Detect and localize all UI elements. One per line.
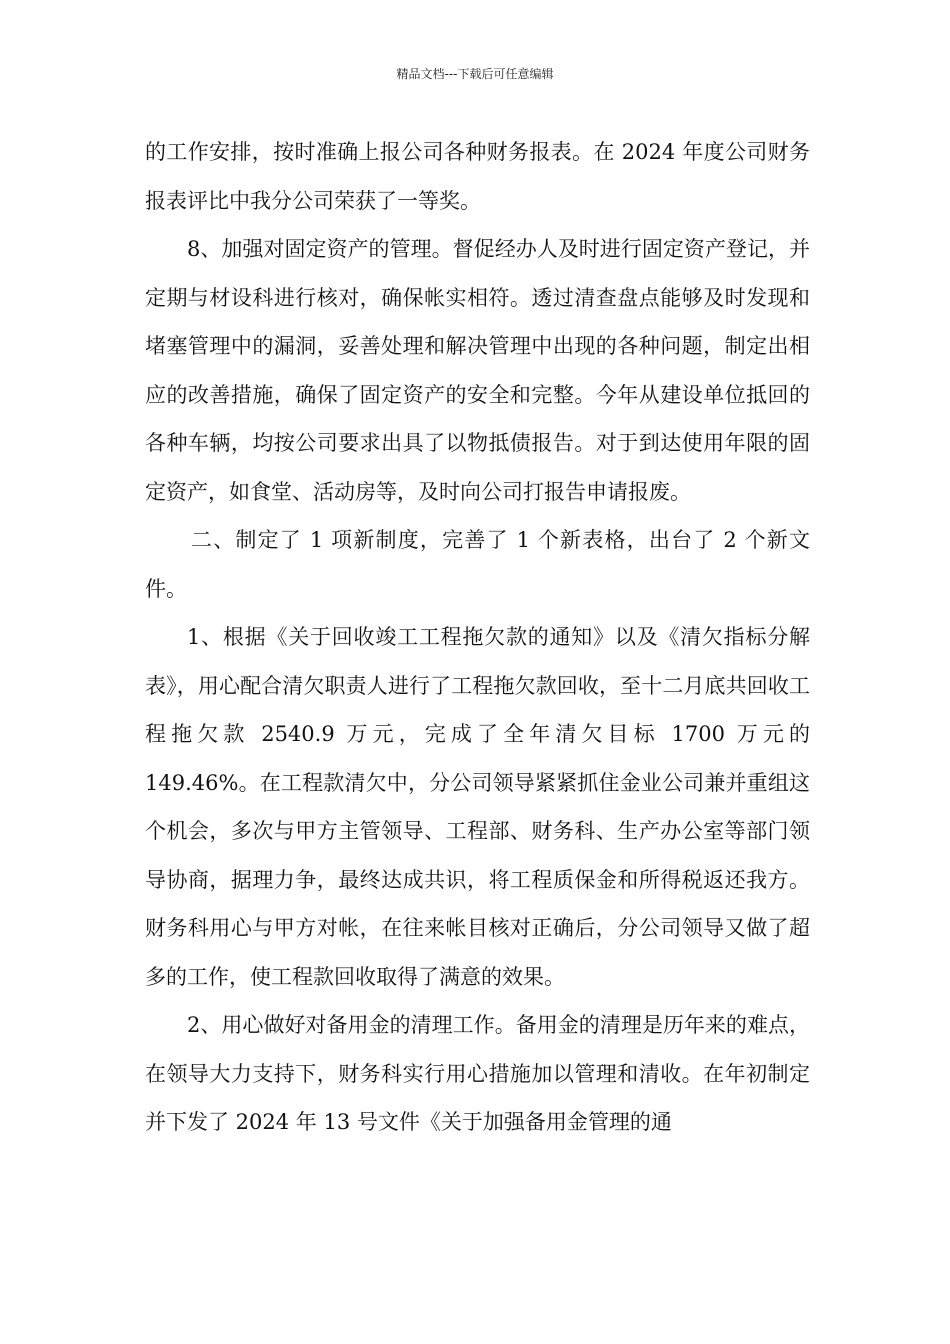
paragraph-fixed-assets: 8、加强对固定资产的管理。督促经办人及时进行固定资产登记，并定期与材设科进行核对，确保帐实相符。透过清查盘点能够及时发现和堵塞管理中的漏洞，妥善处理和解决管理中出现的各种问题，制定出相应的改善措施，确保了固定资产的安全和完整。今年从建设单位抵回的各种车辆，均按公司要求出具了以物抵债报告。对于到达使用年限的固定资产，如食堂、活动房等，及时向公司打报告申请报废。 bbox=[145, 237, 810, 504]
paragraph-arrears-recovery: 1、根据《关于回收竣工工程拖欠款的通知》以及《清欠指标分解表》，用心配合清欠职责人进行了工程拖欠款回收，至十二月底共回收工程拖欠款 2540.9 万元，完成了全年清欠目标 1700 万元的 149.46%。在工程款清欠中，分公司领导紧紧抓住金业公司兼并重组这个机会，多次与甲方主管领导、工程部、财务科、生产办公室等部门领导协商，据理力争，最终达成共识，将工程质保金和所得税返还我方。财务科用心与甲方对帐，在往来帐目核对正确后，分公司领导又做了超多的工作，使工程款回收取得了满意的效果。 bbox=[145, 625, 810, 989]
document-body bbox=[145, 128, 810, 1147]
paragraph-continuation: 的工作安排，按时准确上报公司各种财务报表。在 2024 年度公司财务报表评比中我分公司荣获了一等奖。 bbox=[145, 140, 810, 213]
paragraph-petty-cash: 2、用心做好对备用金的清理工作。备用金的清理是历年来的难点，在领导大力支持下，财务科实行用心措施加以管理和清收。在年初制定并下发了 2024 年 13 号文件《关于加强备用金管理的通 bbox=[145, 1013, 810, 1134]
section-heading-new-systems: 二、制定了 1 项新制度，完善了 1 个新表格，出台了 2 个新文件。 bbox=[145, 528, 810, 601]
page-header: 精品文档---下载后可任意编辑 bbox=[396, 67, 554, 81]
